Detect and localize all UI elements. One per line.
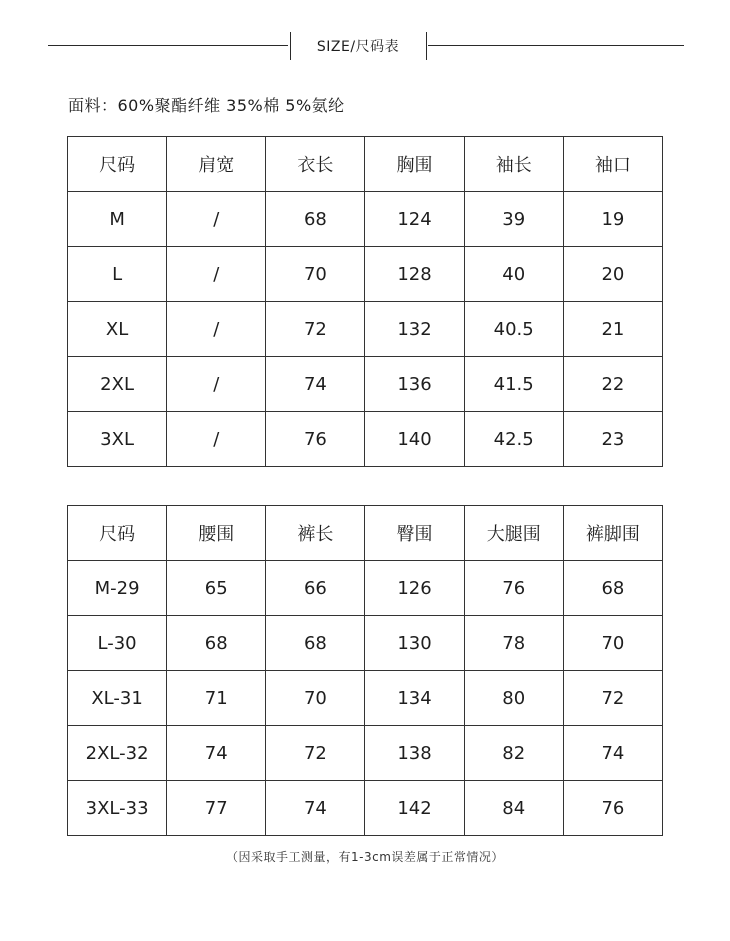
table-cell: 23: [563, 412, 662, 467]
header-cell: 尺码: [68, 137, 167, 192]
table-cell: 66: [266, 561, 365, 616]
table-cell: /: [167, 357, 266, 412]
header-cell: 肩宽: [167, 137, 266, 192]
table-cell: 71: [167, 671, 266, 726]
table-row: [68, 781, 663, 836]
table-row: [68, 726, 663, 781]
table-cell: M: [68, 192, 167, 247]
table-cell: XL: [68, 302, 167, 357]
table-row: [68, 616, 663, 671]
bottom-size-table: [67, 505, 663, 836]
table-cell: 124: [365, 192, 464, 247]
table-cell: 3XL-33: [68, 781, 167, 836]
table-cell: 41.5: [464, 357, 563, 412]
table-cell: 74: [167, 726, 266, 781]
table-cell: 76: [266, 412, 365, 467]
header-rule-left: [48, 45, 288, 46]
table-row: [68, 561, 663, 616]
page-title: SIZE/尺码表: [316, 39, 400, 55]
header-rule-right: [428, 45, 684, 46]
section-header: [0, 30, 730, 62]
table-cell: 68: [563, 561, 662, 616]
table-cell: 74: [266, 781, 365, 836]
table-cell: 72: [266, 302, 365, 357]
table-cell: 68: [167, 616, 266, 671]
top-size-table: [67, 136, 663, 467]
header-cell: 尺码: [68, 506, 167, 561]
table-cell: 138: [365, 726, 464, 781]
header-cell: 裤脚围: [563, 506, 662, 561]
table-cell: 77: [167, 781, 266, 836]
table-cell: 70: [563, 616, 662, 671]
table-cell: 128: [365, 247, 464, 302]
table-row: [68, 412, 663, 467]
table-cell: 68: [266, 192, 365, 247]
table-cell: 74: [563, 726, 662, 781]
table-cell: 76: [464, 561, 563, 616]
measurement-note: （因采取手工测量，有1-3cm误差属于正常情况）: [226, 850, 504, 864]
table-cell: 40.5: [464, 302, 563, 357]
header-cell: 大腿围: [464, 506, 563, 561]
table-cell: 70: [266, 671, 365, 726]
table-cell: 82: [464, 726, 563, 781]
table-cell: 2XL-32: [68, 726, 167, 781]
table-cell: 42.5: [464, 412, 563, 467]
table-cell: 136: [365, 357, 464, 412]
header-cell: 胸围: [365, 137, 464, 192]
table-cell: 22: [563, 357, 662, 412]
table-cell: 130: [365, 616, 464, 671]
table-cell: 80: [464, 671, 563, 726]
table-cell: 140: [365, 412, 464, 467]
table-cell: L-30: [68, 616, 167, 671]
table-cell: 132: [365, 302, 464, 357]
table-cell: 74: [266, 357, 365, 412]
header-cell: 腰围: [167, 506, 266, 561]
table-cell: /: [167, 192, 266, 247]
table-cell: 126: [365, 561, 464, 616]
table-cell: 19: [563, 192, 662, 247]
table-cell: 72: [563, 671, 662, 726]
header-cell: 裤长: [266, 506, 365, 561]
table-row: [68, 671, 663, 726]
table-cell: /: [167, 412, 266, 467]
header-tick-right: [426, 32, 427, 60]
table-cell: 134: [365, 671, 464, 726]
table-cell: 142: [365, 781, 464, 836]
header-cell: 袖口: [563, 137, 662, 192]
table-cell: /: [167, 302, 266, 357]
table-cell: 2XL: [68, 357, 167, 412]
table-cell: 78: [464, 616, 563, 671]
table-cell: 70: [266, 247, 365, 302]
table-cell: /: [167, 247, 266, 302]
table-cell: XL-31: [68, 671, 167, 726]
table-cell: 76: [563, 781, 662, 836]
table-cell: 3XL: [68, 412, 167, 467]
table-cell: 72: [266, 726, 365, 781]
table-cell: 65: [167, 561, 266, 616]
table-cell: M-29: [68, 561, 167, 616]
table-cell: 21: [563, 302, 662, 357]
table-row: [68, 247, 663, 302]
header-cell: 臀围: [365, 506, 464, 561]
table-cell: 39: [464, 192, 563, 247]
table-cell: 40: [464, 247, 563, 302]
table-row: [68, 357, 663, 412]
table-cell: L: [68, 247, 167, 302]
table-row: [68, 192, 663, 247]
table-header-row: [68, 137, 663, 192]
material-composition: 面料：60%聚酯纤维 35%棉 5%氨纶: [68, 96, 345, 115]
table-cell: 68: [266, 616, 365, 671]
table-cell: 84: [464, 781, 563, 836]
table-header-row: [68, 506, 663, 561]
table-cell: 20: [563, 247, 662, 302]
header-cell: 衣长: [266, 137, 365, 192]
table-row: [68, 302, 663, 357]
header-cell: 袖长: [464, 137, 563, 192]
